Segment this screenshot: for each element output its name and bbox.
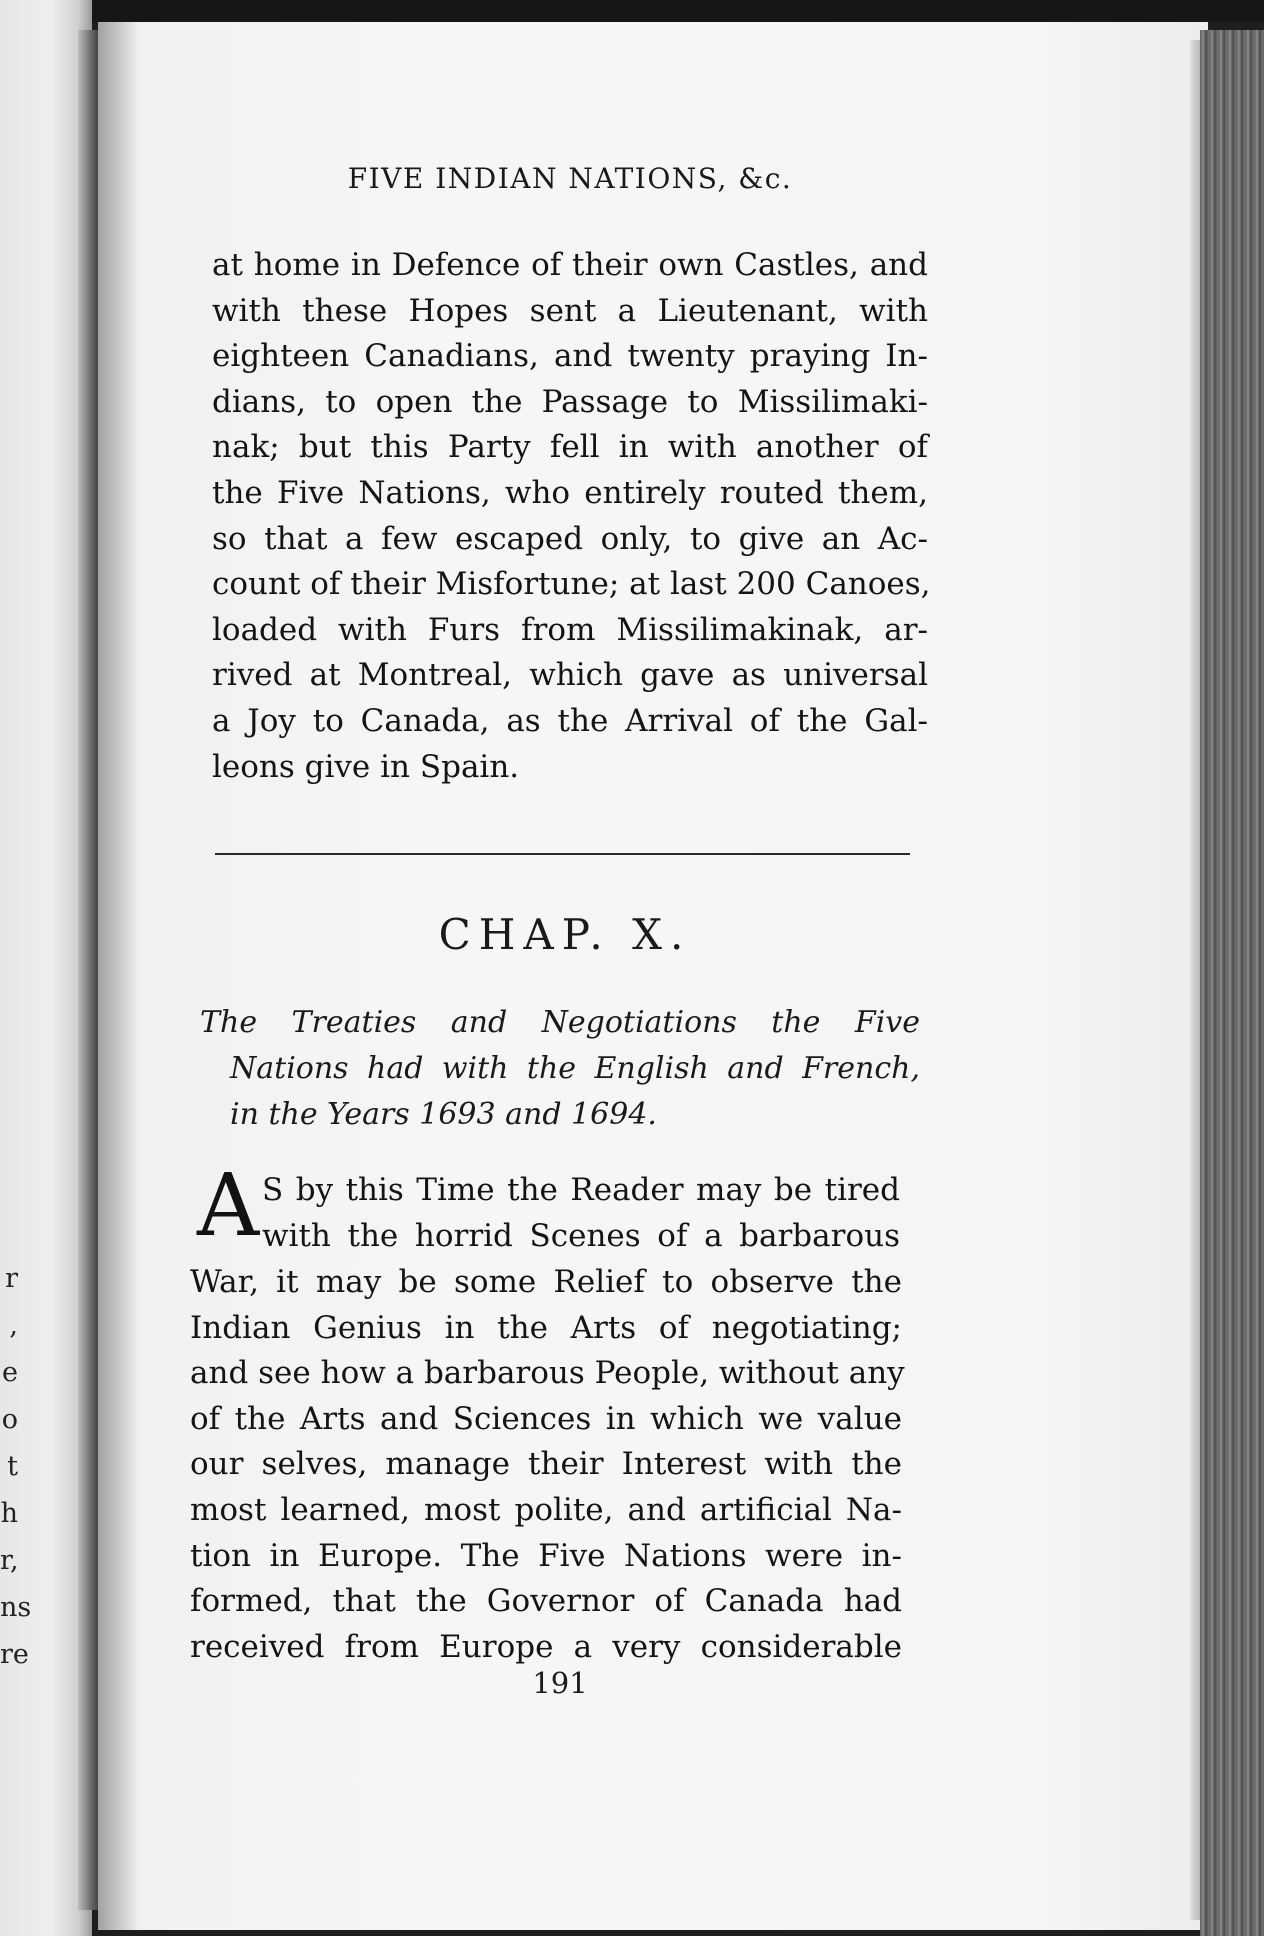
running-head: FIVE INDIAN NATIONS, &c. (347, 162, 793, 195)
drop-cap: A (197, 1156, 260, 1256)
text-line: count of their Misfortune; at last 200 Canoes, (212, 566, 931, 603)
text-line: our selves, manage their Interest with the (190, 1446, 902, 1483)
text-line: Indian Genius in the Arts of negotiating; (190, 1309, 902, 1346)
text-line: S by this Time the Reader may be tired (262, 1172, 900, 1208)
left-fragment: ns (0, 1592, 32, 1623)
text-line: loaded with Furs from Missilimakinak, ar- (212, 611, 928, 648)
left-fragment: o (1, 1404, 18, 1435)
second-paragraph-opening (262, 1168, 900, 1259)
text-line: eighteen Canadians, and twenty praying In- (212, 338, 928, 375)
text-line: with the horrid Scenes of a barbarous (262, 1217, 900, 1254)
left-fragment: h (0, 1498, 18, 1529)
text-line: a Joy to Canada, as the Arrival of the Gal- (212, 702, 928, 739)
text-line: the Five Nations, who entirely routed them, (212, 474, 928, 511)
top-dark-band (0, 0, 1264, 22)
gutter-shadow (98, 22, 138, 1930)
text-line: so that a few escaped only, to give an Ac- (212, 520, 928, 557)
text-line: War, it may be some Relief to observe the (190, 1264, 902, 1300)
text-line: and see how a barbarous People, without any (190, 1355, 905, 1392)
text-line: with these Hopes sent a Lieutenant, with (212, 292, 928, 329)
text-line: formed, that the Governor of Canada had (190, 1583, 902, 1620)
subtitle-line: The Treaties and Negotiations the Five (200, 1005, 920, 1040)
text-line: dians, to open the Passage to Missilimaki- (212, 383, 928, 420)
left-fragment: r (5, 1263, 18, 1294)
text-line: nak; but this Party fell in with another of (212, 429, 928, 466)
left-fragment: re (0, 1639, 29, 1670)
text-line: leons give in Spain. (212, 748, 520, 785)
text-line: tion in Europe. The Five Nations were in- (190, 1537, 902, 1574)
gutter-edge (78, 30, 100, 1910)
text-line: most learned, most polite, and artificial Na- (190, 1491, 902, 1528)
page-number: 191 (532, 1666, 588, 1700)
left-page-text-fragments (0, 1255, 32, 1678)
left-fragment: t (7, 1451, 18, 1482)
text-line: of the Arts and Sciences in which we value (190, 1400, 902, 1437)
left-fragment: e (2, 1357, 18, 1388)
subtitle-line: in the Years 1693 and 1694. (230, 1097, 657, 1132)
left-fragment: r, (0, 1545, 19, 1576)
page-stack-edge (1200, 30, 1264, 1936)
top-paragraph (212, 243, 931, 790)
chapter-heading: CHAP. X. (438, 910, 692, 959)
text-line: received from Europe a very considerable (190, 1628, 902, 1665)
chapter-subtitle (200, 1000, 920, 1138)
section-rule (215, 853, 910, 855)
left-fragment: , (9, 1310, 18, 1341)
text-line: at home in Defence of their own Castles, and (212, 247, 928, 283)
text-line: rived at Montreal, which gave as universal (212, 657, 928, 694)
subtitle-line: Nations had with the English and French, (230, 1051, 920, 1086)
second-paragraph (190, 1260, 905, 1670)
